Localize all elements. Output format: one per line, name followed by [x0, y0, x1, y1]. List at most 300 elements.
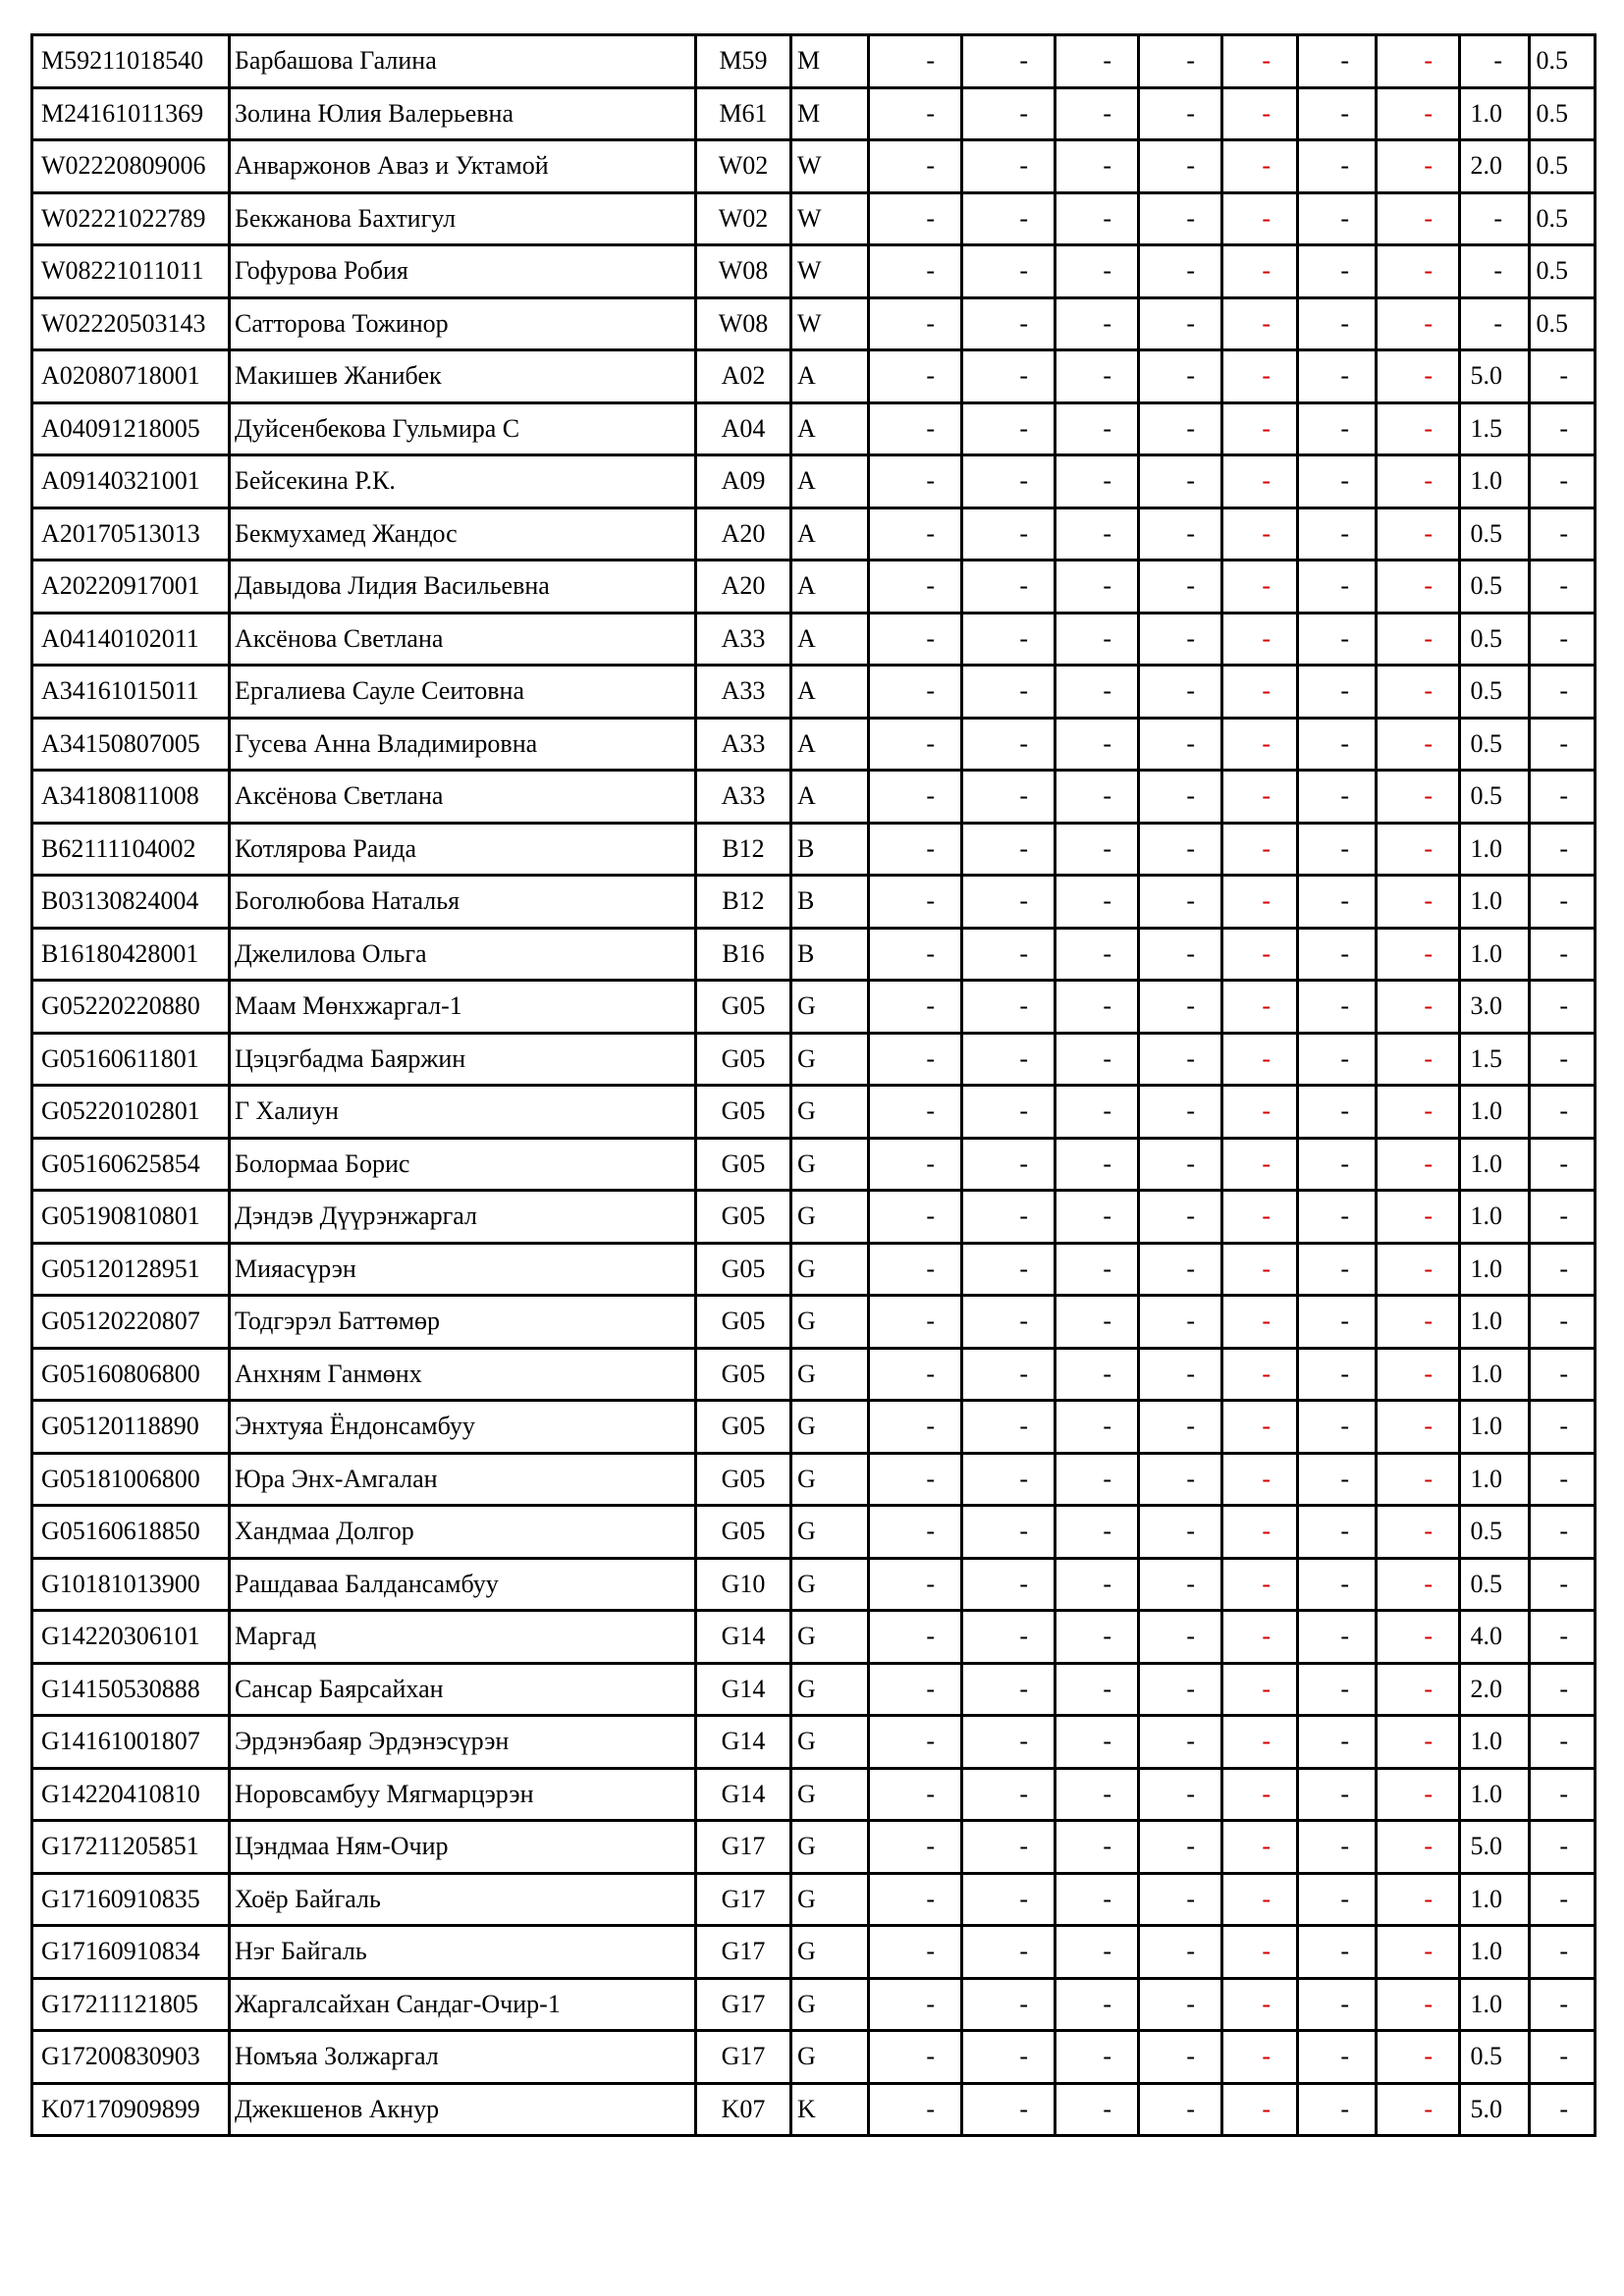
cell-group: G05	[696, 1506, 791, 1559]
cell-value-8: 0.5	[1460, 613, 1530, 666]
cell-dash-6: -	[1298, 1506, 1377, 1559]
table-row	[32, 1716, 1596, 1769]
cell-dash-1: -	[869, 1296, 962, 1349]
cell-name: Болормаа Борис	[230, 1138, 696, 1191]
cell-dash-1: -	[869, 1453, 962, 1506]
cell-dash-6: -	[1298, 1611, 1377, 1664]
cell-dash-7: -	[1377, 666, 1460, 719]
cell-dash-2: -	[962, 350, 1056, 403]
table-row	[32, 402, 1596, 455]
cell-id: G05160806800	[32, 1348, 230, 1401]
cell-name: Г Халиун	[230, 1086, 696, 1139]
cell-value-9: -	[1530, 1138, 1596, 1191]
cell-name: Гофурова Робия	[230, 245, 696, 298]
cell-value-8: -	[1460, 245, 1530, 298]
cell-dash-2: -	[962, 1401, 1056, 1454]
table-row	[32, 561, 1596, 614]
cell-letter: G	[791, 1243, 869, 1296]
cell-dash-5: -	[1222, 1453, 1298, 1506]
cell-dash-7: -	[1377, 1873, 1460, 1926]
cell-group: W02	[696, 192, 791, 245]
cell-value-8: 1.0	[1460, 823, 1530, 876]
table-row	[32, 1348, 1596, 1401]
cell-group: G17	[696, 1821, 791, 1874]
cell-group: G05	[696, 1453, 791, 1506]
cell-dash-6: -	[1298, 666, 1377, 719]
cell-value-8: 3.0	[1460, 981, 1530, 1034]
cell-letter: A	[791, 507, 869, 561]
cell-name: Маам Мөнхжаргал-1	[230, 981, 696, 1034]
cell-dash-1: -	[869, 1558, 962, 1611]
cell-dash-5: -	[1222, 1296, 1298, 1349]
cell-dash-1: -	[869, 1663, 962, 1716]
table-row	[32, 928, 1596, 981]
cell-dash-2: -	[962, 1768, 1056, 1821]
cell-dash-3: -	[1056, 613, 1139, 666]
cell-value-8: 1.0	[1460, 1453, 1530, 1506]
cell-dash-5: -	[1222, 2031, 1298, 2084]
cell-dash-6: -	[1298, 507, 1377, 561]
cell-dash-2: -	[962, 1296, 1056, 1349]
cell-id: A04091218005	[32, 402, 230, 455]
cell-dash-3: -	[1056, 507, 1139, 561]
table-row	[32, 613, 1596, 666]
cell-value-9: -	[1530, 1243, 1596, 1296]
cell-dash-6: -	[1298, 1033, 1377, 1086]
cell-value-8: 1.0	[1460, 1191, 1530, 1244]
cell-dash-4: -	[1139, 140, 1222, 193]
cell-group: A20	[696, 561, 791, 614]
cell-dash-2: -	[962, 402, 1056, 455]
cell-dash-5: -	[1222, 245, 1298, 298]
cell-dash-1: -	[869, 1191, 962, 1244]
cell-dash-2: -	[962, 1138, 1056, 1191]
cell-value-8: 1.0	[1460, 1768, 1530, 1821]
cell-dash-3: -	[1056, 718, 1139, 771]
table-row	[32, 1453, 1596, 1506]
cell-letter: G	[791, 1611, 869, 1664]
cell-group: B12	[696, 876, 791, 929]
cell-dash-3: -	[1056, 350, 1139, 403]
cell-dash-5: -	[1222, 1873, 1298, 1926]
cell-value-9: -	[1530, 1873, 1596, 1926]
cell-name: Хоёр Байгаль	[230, 1873, 696, 1926]
cell-letter: G	[791, 1348, 869, 1401]
cell-id: W02220809006	[32, 140, 230, 193]
cell-dash-7: -	[1377, 1558, 1460, 1611]
cell-value-8: 0.5	[1460, 507, 1530, 561]
cell-dash-7: -	[1377, 1086, 1460, 1139]
cell-name: Жаргалсайхан Сандаг-Очир-1	[230, 1978, 696, 2031]
cell-dash-5: -	[1222, 35, 1298, 88]
table-row	[32, 1033, 1596, 1086]
cell-dash-7: -	[1377, 876, 1460, 929]
cell-name: Норовсамбуу Мягмарцэрэн	[230, 1768, 696, 1821]
cell-id: G05120128951	[32, 1243, 230, 1296]
cell-dash-5: -	[1222, 771, 1298, 824]
cell-value-8: 1.0	[1460, 455, 1530, 508]
table-row	[32, 140, 1596, 193]
cell-value-9: -	[1530, 718, 1596, 771]
cell-id: G05160625854	[32, 1138, 230, 1191]
cell-dash-4: -	[1139, 823, 1222, 876]
cell-id: G10181013900	[32, 1558, 230, 1611]
cell-group: A33	[696, 666, 791, 719]
cell-name: Боголюбова Наталья	[230, 876, 696, 929]
cell-dash-6: -	[1298, 561, 1377, 614]
cell-id: G05220102801	[32, 1086, 230, 1139]
cell-dash-6: -	[1298, 245, 1377, 298]
cell-letter: A	[791, 666, 869, 719]
cell-dash-2: -	[962, 245, 1056, 298]
cell-dash-5: -	[1222, 981, 1298, 1034]
cell-dash-5: -	[1222, 876, 1298, 929]
cell-dash-7: -	[1377, 1033, 1460, 1086]
cell-dash-5: -	[1222, 140, 1298, 193]
cell-dash-4: -	[1139, 1086, 1222, 1139]
cell-dash-7: -	[1377, 2031, 1460, 2084]
cell-dash-4: -	[1139, 1243, 1222, 1296]
cell-letter: A	[791, 718, 869, 771]
cell-value-9: 0.5	[1530, 35, 1596, 88]
cell-letter: W	[791, 140, 869, 193]
cell-name: Джекшенов Акнур	[230, 2083, 696, 2136]
cell-dash-3: -	[1056, 402, 1139, 455]
cell-dash-6: -	[1298, 1663, 1377, 1716]
cell-letter: A	[791, 613, 869, 666]
cell-dash-6: -	[1298, 1978, 1377, 2031]
cell-value-9: -	[1530, 1453, 1596, 1506]
cell-dash-2: -	[962, 140, 1056, 193]
cell-value-9: -	[1530, 350, 1596, 403]
cell-dash-2: -	[962, 613, 1056, 666]
cell-value-9: -	[1530, 1978, 1596, 2031]
cell-value-9: -	[1530, 1821, 1596, 1874]
cell-dash-2: -	[962, 1506, 1056, 1559]
cell-dash-6: -	[1298, 1716, 1377, 1769]
table-row	[32, 1821, 1596, 1874]
cell-value-9: -	[1530, 1611, 1596, 1664]
cell-dash-4: -	[1139, 1138, 1222, 1191]
cell-letter: B	[791, 823, 869, 876]
cell-dash-6: -	[1298, 192, 1377, 245]
table-row	[32, 1873, 1596, 1926]
cell-letter: G	[791, 1086, 869, 1139]
cell-dash-5: -	[1222, 2083, 1298, 2136]
cell-dash-1: -	[869, 981, 962, 1034]
cell-dash-1: -	[869, 140, 962, 193]
cell-dash-6: -	[1298, 402, 1377, 455]
cell-dash-5: -	[1222, 1348, 1298, 1401]
cell-dash-7: -	[1377, 1821, 1460, 1874]
cell-dash-3: -	[1056, 1243, 1139, 1296]
cell-letter: G	[791, 1558, 869, 1611]
cell-dash-2: -	[962, 823, 1056, 876]
cell-value-8: 2.0	[1460, 140, 1530, 193]
cell-value-9: -	[1530, 981, 1596, 1034]
cell-letter: G	[791, 1453, 869, 1506]
cell-dash-3: -	[1056, 455, 1139, 508]
table-row	[32, 455, 1596, 508]
table-body	[32, 35, 1596, 2136]
cell-dash-7: -	[1377, 1296, 1460, 1349]
table-row	[32, 35, 1596, 88]
cell-value-8: 1.0	[1460, 876, 1530, 929]
cell-letter: G	[791, 1138, 869, 1191]
cell-dash-7: -	[1377, 718, 1460, 771]
cell-id: A34180811008	[32, 771, 230, 824]
cell-value-8: -	[1460, 297, 1530, 350]
cell-dash-4: -	[1139, 1768, 1222, 1821]
cell-id: G17160910835	[32, 1873, 230, 1926]
cell-letter: G	[791, 1663, 869, 1716]
cell-value-9: -	[1530, 1086, 1596, 1139]
cell-dash-4: -	[1139, 1296, 1222, 1349]
cell-dash-3: -	[1056, 1821, 1139, 1874]
cell-name: Рашдаваа Балдансамбуу	[230, 1558, 696, 1611]
cell-dash-1: -	[869, 1506, 962, 1559]
cell-id: G05181006800	[32, 1453, 230, 1506]
cell-dash-5: -	[1222, 561, 1298, 614]
cell-dash-4: -	[1139, 1401, 1222, 1454]
cell-dash-6: -	[1298, 2083, 1377, 2136]
cell-dash-3: -	[1056, 1138, 1139, 1191]
cell-letter: W	[791, 192, 869, 245]
cell-dash-3: -	[1056, 1086, 1139, 1139]
cell-dash-7: -	[1377, 1401, 1460, 1454]
cell-dash-7: -	[1377, 1138, 1460, 1191]
cell-group: K07	[696, 2083, 791, 2136]
cell-dash-6: -	[1298, 35, 1377, 88]
cell-name: Макишев Жанибек	[230, 350, 696, 403]
cell-dash-7: -	[1377, 1611, 1460, 1664]
cell-name: Джелилова Ольга	[230, 928, 696, 981]
table-row	[32, 507, 1596, 561]
cell-value-8: 5.0	[1460, 1821, 1530, 1874]
cell-value-8: 1.5	[1460, 1033, 1530, 1086]
table-row	[32, 1401, 1596, 1454]
table-row	[32, 192, 1596, 245]
cell-dash-5: -	[1222, 718, 1298, 771]
cell-dash-2: -	[962, 561, 1056, 614]
cell-dash-2: -	[962, 1926, 1056, 1979]
cell-name: Юра Энх-Амгалан	[230, 1453, 696, 1506]
table-row	[32, 245, 1596, 298]
cell-value-8: -	[1460, 192, 1530, 245]
cell-dash-1: -	[869, 666, 962, 719]
cell-name: Мияасүрэн	[230, 1243, 696, 1296]
cell-dash-3: -	[1056, 1873, 1139, 1926]
table-row	[32, 1768, 1596, 1821]
cell-letter: A	[791, 402, 869, 455]
cell-dash-5: -	[1222, 666, 1298, 719]
cell-dash-6: -	[1298, 613, 1377, 666]
cell-dash-1: -	[869, 1978, 962, 2031]
cell-group: G17	[696, 1926, 791, 1979]
cell-dash-1: -	[869, 1821, 962, 1874]
cell-dash-3: -	[1056, 1716, 1139, 1769]
cell-name: Энхтуяа Ёндонсамбуу	[230, 1401, 696, 1454]
cell-dash-4: -	[1139, 981, 1222, 1034]
cell-name: Аксёнова Светлана	[230, 771, 696, 824]
cell-dash-3: -	[1056, 1926, 1139, 1979]
cell-dash-4: -	[1139, 1558, 1222, 1611]
cell-dash-7: -	[1377, 35, 1460, 88]
cell-dash-1: -	[869, 2031, 962, 2084]
cell-dash-2: -	[962, 876, 1056, 929]
cell-id: A34150807005	[32, 718, 230, 771]
cell-name: Аксёнова Светлана	[230, 613, 696, 666]
cell-id: B16180428001	[32, 928, 230, 981]
cell-dash-1: -	[869, 297, 962, 350]
cell-dash-4: -	[1139, 1926, 1222, 1979]
cell-dash-3: -	[1056, 1663, 1139, 1716]
cell-dash-6: -	[1298, 876, 1377, 929]
cell-group: G05	[696, 1401, 791, 1454]
cell-dash-1: -	[869, 928, 962, 981]
cell-name: Цэндмаа Ням-Очир	[230, 1821, 696, 1874]
table-row	[32, 666, 1596, 719]
cell-id: G17160910834	[32, 1926, 230, 1979]
cell-dash-6: -	[1298, 297, 1377, 350]
cell-group: G05	[696, 1033, 791, 1086]
cell-value-9: -	[1530, 561, 1596, 614]
cell-group: G17	[696, 2031, 791, 2084]
cell-name: Бекжанова Бахтигул	[230, 192, 696, 245]
cell-dash-5: -	[1222, 1716, 1298, 1769]
cell-value-8: -	[1460, 35, 1530, 88]
cell-name: Маргад	[230, 1611, 696, 1664]
cell-name: Анваржонов Аваз и Уктамой	[230, 140, 696, 193]
cell-value-9: -	[1530, 1768, 1596, 1821]
table-row	[32, 771, 1596, 824]
cell-letter: K	[791, 2083, 869, 2136]
cell-value-9: -	[1530, 876, 1596, 929]
cell-letter: M	[791, 35, 869, 88]
cell-group: G05	[696, 1086, 791, 1139]
cell-dash-1: -	[869, 613, 962, 666]
cell-value-9: -	[1530, 823, 1596, 876]
cell-group: B16	[696, 928, 791, 981]
cell-dash-7: -	[1377, 928, 1460, 981]
cell-dash-2: -	[962, 297, 1056, 350]
cell-value-8: 1.0	[1460, 1243, 1530, 1296]
cell-dash-1: -	[869, 561, 962, 614]
table-row	[32, 1663, 1596, 1716]
cell-letter: A	[791, 455, 869, 508]
cell-dash-4: -	[1139, 1821, 1222, 1874]
cell-dash-4: -	[1139, 455, 1222, 508]
cell-name: Дэндэв Дүүрэнжаргал	[230, 1191, 696, 1244]
cell-dash-1: -	[869, 455, 962, 508]
cell-value-9: 0.5	[1530, 245, 1596, 298]
cell-letter: G	[791, 1873, 869, 1926]
cell-value-9: -	[1530, 1191, 1596, 1244]
cell-dash-6: -	[1298, 771, 1377, 824]
cell-dash-6: -	[1298, 981, 1377, 1034]
table-row	[32, 2083, 1596, 2136]
cell-value-8: 0.5	[1460, 561, 1530, 614]
cell-dash-5: -	[1222, 1611, 1298, 1664]
cell-dash-6: -	[1298, 1348, 1377, 1401]
cell-value-9: -	[1530, 1663, 1596, 1716]
cell-letter: G	[791, 1821, 869, 1874]
cell-dash-3: -	[1056, 561, 1139, 614]
cell-dash-6: -	[1298, 87, 1377, 140]
cell-dash-4: -	[1139, 928, 1222, 981]
table-row	[32, 1926, 1596, 1979]
cell-dash-6: -	[1298, 1191, 1377, 1244]
cell-value-8: 1.0	[1460, 1348, 1530, 1401]
cell-dash-1: -	[869, 1873, 962, 1926]
cell-dash-2: -	[962, 1033, 1056, 1086]
cell-dash-7: -	[1377, 192, 1460, 245]
cell-dash-1: -	[869, 718, 962, 771]
cell-group: W08	[696, 245, 791, 298]
cell-value-9: -	[1530, 1716, 1596, 1769]
cell-dash-5: -	[1222, 1558, 1298, 1611]
cell-dash-2: -	[962, 1348, 1056, 1401]
cell-dash-4: -	[1139, 402, 1222, 455]
cell-dash-3: -	[1056, 1401, 1139, 1454]
cell-letter: G	[791, 1296, 869, 1349]
cell-value-8: 2.0	[1460, 1663, 1530, 1716]
cell-group: G05	[696, 1348, 791, 1401]
table-row	[32, 1243, 1596, 1296]
cell-letter: G	[791, 1506, 869, 1559]
cell-dash-5: -	[1222, 1926, 1298, 1979]
cell-dash-3: -	[1056, 1978, 1139, 2031]
cell-dash-2: -	[962, 507, 1056, 561]
cell-dash-2: -	[962, 1873, 1056, 1926]
cell-group: G05	[696, 1191, 791, 1244]
cell-dash-2: -	[962, 1243, 1056, 1296]
cell-value-8: 1.0	[1460, 1716, 1530, 1769]
cell-letter: G	[791, 1768, 869, 1821]
cell-dash-1: -	[869, 1926, 962, 1979]
cell-dash-4: -	[1139, 245, 1222, 298]
cell-name: Барбашова Галина	[230, 35, 696, 88]
cell-letter: G	[791, 1716, 869, 1769]
cell-dash-7: -	[1377, 1243, 1460, 1296]
cell-dash-5: -	[1222, 507, 1298, 561]
cell-dash-3: -	[1056, 245, 1139, 298]
cell-value-9: -	[1530, 1033, 1596, 1086]
cell-dash-3: -	[1056, 1348, 1139, 1401]
cell-dash-6: -	[1298, 140, 1377, 193]
cell-dash-2: -	[962, 771, 1056, 824]
table-row	[32, 2031, 1596, 2084]
cell-dash-2: -	[962, 1821, 1056, 1874]
cell-id: A34161015011	[32, 666, 230, 719]
cell-name: Нэг Байгаль	[230, 1926, 696, 1979]
cell-id: G05120220807	[32, 1296, 230, 1349]
cell-group: G17	[696, 1873, 791, 1926]
cell-dash-2: -	[962, 1978, 1056, 2031]
cell-dash-1: -	[869, 245, 962, 298]
cell-dash-7: -	[1377, 981, 1460, 1034]
cell-dash-5: -	[1222, 1663, 1298, 1716]
cell-value-8: 1.0	[1460, 1926, 1530, 1979]
cell-dash-6: -	[1298, 1453, 1377, 1506]
cell-dash-4: -	[1139, 876, 1222, 929]
cell-dash-2: -	[962, 35, 1056, 88]
cell-letter: M	[791, 87, 869, 140]
cell-dash-3: -	[1056, 666, 1139, 719]
cell-letter: G	[791, 1033, 869, 1086]
cell-group: A33	[696, 718, 791, 771]
cell-dash-6: -	[1298, 718, 1377, 771]
